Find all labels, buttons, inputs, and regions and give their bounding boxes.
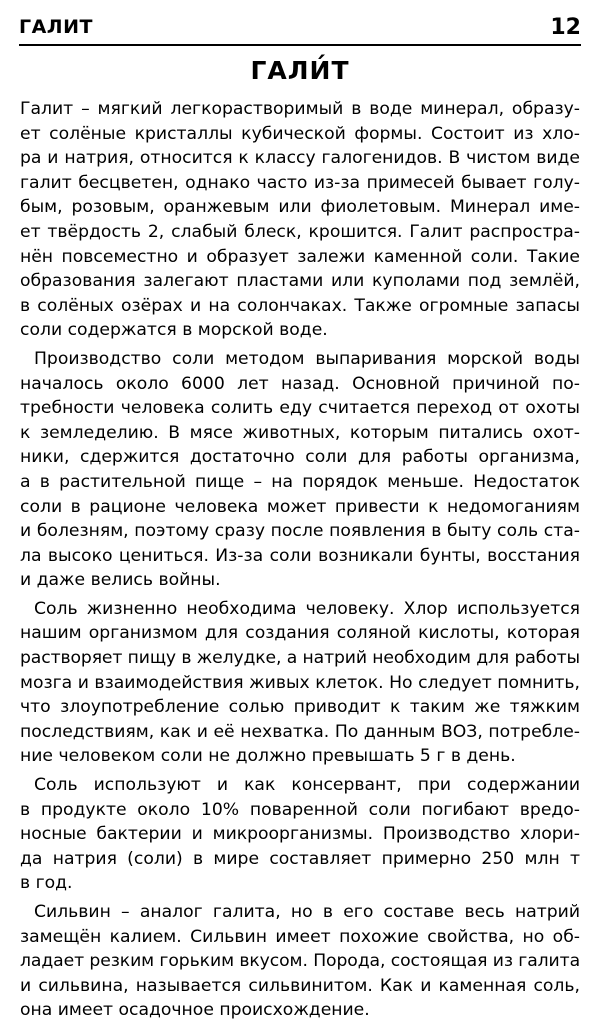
- text-line: последствиям, как и её нехватка. По данным ВОЗ, потребле-: [20, 721, 580, 742]
- running-title: ГАЛИТ: [19, 16, 93, 38]
- text-line: в солёных озёрах и на солончаках. Также огромные запасы: [20, 295, 580, 316]
- text-line: галит бесцветен, однако часто из-за примесей бывает голу-: [20, 172, 580, 193]
- text-line: в год.: [20, 873, 73, 894]
- paragraph: [20, 97, 580, 343]
- text-line: Сильвин – аналог галита, но в его составе весь натрий: [34, 902, 580, 922]
- text-line: нён повсеместно и образует залежи каменной соли. Такие: [20, 246, 580, 267]
- text-line: Соль жизненно необходима человеку. Хлор используется: [34, 598, 580, 619]
- text-line: ла высоко цениться. Из-за соли возникали бунты, восстания: [20, 545, 580, 566]
- paragraph: [20, 597, 580, 769]
- paragraph: [20, 773, 580, 896]
- text-line: и даже велись войны.: [20, 570, 221, 591]
- text-line: требности человека солить еду считается переход от охоты: [20, 398, 580, 419]
- text-line: ет твёрдость 2, слабый блеск, крошится. Галит распростра-: [20, 221, 580, 242]
- text-line: и сильвина, называется сильвинитом. Как и каменная соль,: [20, 975, 580, 996]
- text-line: ники, сдержится достаточно соли для работы организма,: [20, 447, 580, 468]
- text-line: соли содержатся в морской воде.: [20, 320, 328, 341]
- text-line: ра и натрия, относится к классу галогенидов. В чистом виде: [20, 148, 580, 169]
- text-line: Соль используют и как консервант, при содержании: [34, 775, 580, 796]
- text-line: Производство соли методом выпаривания морской воды: [34, 348, 580, 369]
- text-line: носные бактерии и микроорганизмы. Производство хлори-: [20, 824, 580, 845]
- article-title: ГАЛИ́Т: [250, 56, 350, 85]
- text-line: образования залегают пластами или куполами под землёй,: [20, 271, 580, 292]
- text-line: ние человеком соли не должно превышать 5 г в день.: [20, 746, 516, 767]
- text-line: ет солёные кристаллы кубической формы. Состоит из хло-: [20, 123, 580, 144]
- paragraph: [20, 900, 580, 1023]
- running-header: [19, 14, 581, 46]
- text-line: а в растительной пище – на порядок меньше. Недостаток: [20, 471, 580, 492]
- text-line: мозга и взаимодействия живых клеток. Но следует помнить,: [20, 672, 580, 693]
- paragraph: [20, 347, 580, 593]
- text-line: она имеет осадочное происхождение.: [20, 1000, 370, 1021]
- page-number: 12: [550, 15, 581, 40]
- text-line: бым, розовым, оранжевым или фиолетовым. Минерал име-: [20, 197, 580, 218]
- text-line: нашим организмом для создания соляной кислоты, которая: [20, 623, 580, 644]
- text-line: растворяет пищу в желудке, а натрий необходим для работы: [20, 648, 581, 669]
- text-line: в продукте около 10% поваренной соли погибают вредо-: [20, 799, 580, 820]
- text-line: началось около 6000 лет назад. Основной причиной по-: [20, 373, 580, 394]
- article-body: [20, 97, 580, 1027]
- text-line: соли в рационе человека может привести к недомоганиям: [20, 496, 580, 517]
- text-line: замещён калием. Сильвин имеет похожие свойства, но об-: [20, 926, 580, 947]
- text-line: Галит – мягкий легкорастворимый в воде минерал, образу-: [20, 99, 580, 119]
- text-line: что злоупотребление солью приводит к таким же тяжким: [20, 697, 580, 718]
- text-line: да натрия (соли) в мире составляет примерно 250 млн т: [20, 848, 580, 869]
- text-line: ладает резким горьким вкусом. Порода, состоящая из галита: [20, 951, 581, 972]
- text-line: и болезням, поэтому сразу после появления в быту соль ста-: [20, 521, 580, 542]
- text-line: к земледелию. В мясе животных, которым питались охот-: [20, 422, 580, 443]
